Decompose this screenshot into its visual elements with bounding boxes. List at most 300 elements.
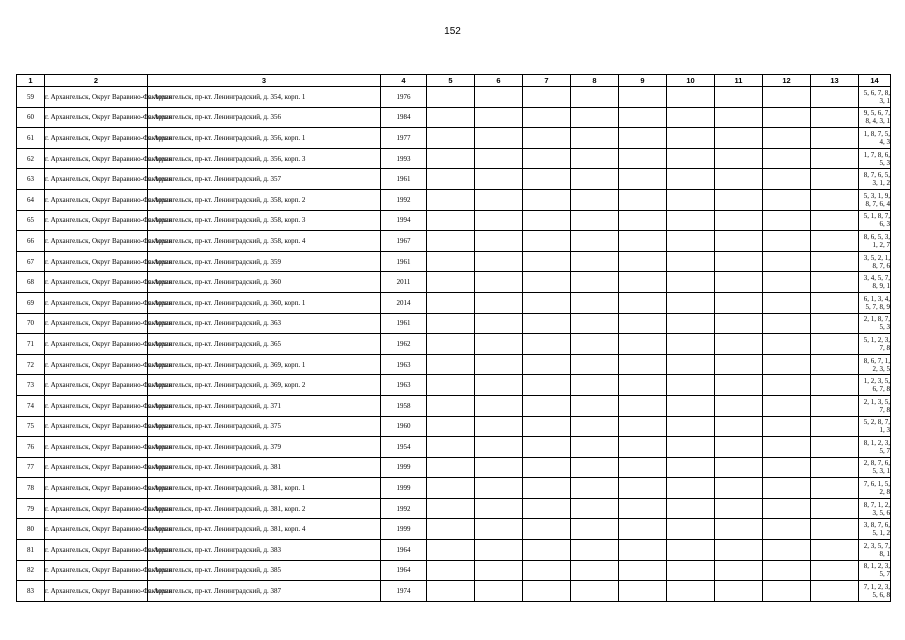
year-cell: 1954 (381, 437, 427, 458)
empty-cell-col-13 (811, 375, 859, 396)
year-cell: 1963 (381, 354, 427, 375)
empty-cell-col-5 (427, 292, 475, 313)
empty-cell-col-6 (475, 313, 523, 334)
row-number: 75 (17, 416, 45, 437)
table-row (17, 540, 891, 561)
column-header-2: 2 (45, 75, 148, 87)
empty-cell-col-11 (715, 107, 763, 128)
list-cell: 8, 1, 2, 3, 5, 7 (859, 560, 891, 581)
empty-cell-col-7 (523, 581, 571, 602)
address-cell: г. Архангельск, пр-кт. Ленинградский, д. 381 (148, 457, 381, 478)
empty-cell-col-13 (811, 457, 859, 478)
empty-cell-col-11 (715, 169, 763, 190)
empty-cell-col-11 (715, 189, 763, 210)
empty-cell-col-7 (523, 457, 571, 478)
table-row (17, 375, 891, 396)
empty-cell-col-6 (475, 437, 523, 458)
list-cell: 2, 1, 3, 5, 7, 8 (859, 395, 891, 416)
empty-cell-col-13 (811, 478, 859, 499)
empty-cell-col-13 (811, 107, 859, 128)
year-cell: 1960 (381, 416, 427, 437)
district-cell: г. Архангельск, Округ Варавино-Фактория (45, 519, 148, 540)
row-number: 71 (17, 334, 45, 355)
table-row (17, 292, 891, 313)
empty-cell-col-12 (763, 540, 811, 561)
empty-cell-col-6 (475, 292, 523, 313)
empty-cell-col-5 (427, 478, 475, 499)
empty-cell-col-13 (811, 354, 859, 375)
district-cell: г. Архангельск, Округ Варавино-Фактория (45, 354, 148, 375)
list-cell: 2, 8, 7, 6, 5, 3, 1 (859, 457, 891, 478)
empty-cell-col-11 (715, 87, 763, 108)
address-cell: г. Архангельск, пр-кт. Ленинградский, д. 359 (148, 251, 381, 272)
year-cell: 1967 (381, 231, 427, 252)
empty-cell-col-11 (715, 375, 763, 396)
empty-cell-col-13 (811, 313, 859, 334)
table-row (17, 334, 891, 355)
empty-cell-col-9 (619, 292, 667, 313)
address-cell: г. Архангельск, пр-кт. Ленинградский, д. 357 (148, 169, 381, 190)
empty-cell-col-10 (667, 292, 715, 313)
empty-cell-col-8 (571, 189, 619, 210)
district-cell: г. Архангельск, Округ Варавино-Фактория (45, 560, 148, 581)
empty-cell-col-13 (811, 540, 859, 561)
year-cell: 1961 (381, 251, 427, 272)
empty-cell-col-8 (571, 498, 619, 519)
empty-cell-col-6 (475, 148, 523, 169)
empty-cell-col-8 (571, 560, 619, 581)
empty-cell-col-10 (667, 478, 715, 499)
empty-cell-col-10 (667, 87, 715, 108)
table-row (17, 148, 891, 169)
empty-cell-col-12 (763, 375, 811, 396)
table-row (17, 478, 891, 499)
address-cell: г. Архангельск, пр-кт. Ленинградский, д. 379 (148, 437, 381, 458)
empty-cell-col-12 (763, 560, 811, 581)
column-header-6: 6 (475, 75, 523, 87)
empty-cell-col-11 (715, 292, 763, 313)
empty-cell-col-8 (571, 251, 619, 272)
empty-cell-col-11 (715, 148, 763, 169)
district-cell: г. Архангельск, Округ Варавино-Фактория (45, 231, 148, 252)
district-cell: г. Архангельск, Округ Варавино-Фактория (45, 478, 148, 499)
list-cell: 8, 6, 5, 3, 1, 2, 7 (859, 231, 891, 252)
table-row (17, 395, 891, 416)
table-row (17, 107, 891, 128)
empty-cell-col-13 (811, 169, 859, 190)
empty-cell-col-11 (715, 457, 763, 478)
row-number: 67 (17, 251, 45, 272)
empty-cell-col-13 (811, 560, 859, 581)
empty-cell-col-10 (667, 354, 715, 375)
column-header-9: 9 (619, 75, 667, 87)
empty-cell-col-13 (811, 231, 859, 252)
empty-cell-col-12 (763, 416, 811, 437)
empty-cell-col-8 (571, 128, 619, 149)
year-cell: 1974 (381, 581, 427, 602)
district-cell: г. Архангельск, Округ Варавино-Фактория (45, 107, 148, 128)
empty-cell-col-5 (427, 148, 475, 169)
empty-cell-col-10 (667, 128, 715, 149)
year-cell: 1962 (381, 334, 427, 355)
list-cell: 8, 6, 7, 1, 2, 3, 5 (859, 354, 891, 375)
empty-cell-col-5 (427, 375, 475, 396)
list-cell: 7, 1, 2, 3, 5, 6, 8 (859, 581, 891, 602)
empty-cell-col-9 (619, 210, 667, 231)
year-cell: 2011 (381, 272, 427, 293)
address-cell: г. Архангельск, пр-кт. Ленинградский, д. 375 (148, 416, 381, 437)
empty-cell-col-6 (475, 189, 523, 210)
empty-cell-col-5 (427, 457, 475, 478)
district-cell: г. Архангельск, Округ Варавино-Фактория (45, 169, 148, 190)
empty-cell-col-7 (523, 231, 571, 252)
empty-cell-col-7 (523, 354, 571, 375)
address-cell: г. Архангельск, пр-кт. Ленинградский, д. 358, корп. 3 (148, 210, 381, 231)
empty-cell-col-6 (475, 251, 523, 272)
empty-cell-col-12 (763, 87, 811, 108)
empty-cell-col-5 (427, 498, 475, 519)
table-row (17, 210, 891, 231)
column-header-11: 11 (715, 75, 763, 87)
empty-cell-col-11 (715, 251, 763, 272)
empty-cell-col-6 (475, 581, 523, 602)
empty-cell-col-10 (667, 498, 715, 519)
empty-cell-col-8 (571, 231, 619, 252)
page-number: 152 (444, 26, 461, 37)
row-number: 69 (17, 292, 45, 313)
empty-cell-col-13 (811, 292, 859, 313)
empty-cell-col-7 (523, 148, 571, 169)
column-header-8: 8 (571, 75, 619, 87)
list-cell: 5, 6, 7, 8, 3, 1 (859, 87, 891, 108)
empty-cell-col-12 (763, 478, 811, 499)
district-cell: г. Архангельск, Округ Варавино-Фактория (45, 313, 148, 334)
empty-cell-col-13 (811, 272, 859, 293)
empty-cell-col-12 (763, 334, 811, 355)
empty-cell-col-6 (475, 540, 523, 561)
year-cell: 1993 (381, 148, 427, 169)
year-cell: 1961 (381, 313, 427, 334)
empty-cell-col-9 (619, 231, 667, 252)
district-cell: г. Архангельск, Округ Варавино-Фактория (45, 87, 148, 108)
empty-cell-col-9 (619, 272, 667, 293)
column-header-5: 5 (427, 75, 475, 87)
empty-cell-col-8 (571, 107, 619, 128)
empty-cell-col-9 (619, 416, 667, 437)
empty-cell-col-12 (763, 457, 811, 478)
empty-cell-col-7 (523, 272, 571, 293)
empty-cell-col-7 (523, 210, 571, 231)
year-cell: 1964 (381, 560, 427, 581)
empty-cell-col-12 (763, 354, 811, 375)
row-number: 66 (17, 231, 45, 252)
empty-cell-col-5 (427, 272, 475, 293)
empty-cell-col-8 (571, 375, 619, 396)
empty-cell-col-6 (475, 354, 523, 375)
empty-cell-col-12 (763, 292, 811, 313)
district-cell: г. Архангельск, Округ Варавино-Фактория (45, 457, 148, 478)
district-cell: г. Архангельск, Округ Варавино-Фактория (45, 334, 148, 355)
empty-cell-col-5 (427, 231, 475, 252)
address-cell: г. Архангельск, пр-кт. Ленинградский, д. 365 (148, 334, 381, 355)
list-cell: 3, 5, 2, 1, 8, 7, 6 (859, 251, 891, 272)
empty-cell-col-9 (619, 498, 667, 519)
empty-cell-col-6 (475, 272, 523, 293)
row-number: 83 (17, 581, 45, 602)
empty-cell-col-9 (619, 540, 667, 561)
list-cell: 5, 3, 1, 9, 8, 7, 6, 4 (859, 189, 891, 210)
empty-cell-col-13 (811, 416, 859, 437)
empty-cell-col-10 (667, 107, 715, 128)
empty-cell-col-12 (763, 395, 811, 416)
row-number: 73 (17, 375, 45, 396)
table-row (17, 560, 891, 581)
district-cell: г. Архангельск, Округ Варавино-Фактория (45, 581, 148, 602)
empty-cell-col-10 (667, 581, 715, 602)
empty-cell-col-10 (667, 231, 715, 252)
column-header-3: 3 (148, 75, 381, 87)
empty-cell-col-12 (763, 189, 811, 210)
empty-cell-col-12 (763, 519, 811, 540)
empty-cell-col-9 (619, 107, 667, 128)
empty-cell-col-11 (715, 540, 763, 561)
empty-cell-col-6 (475, 231, 523, 252)
empty-cell-col-8 (571, 148, 619, 169)
empty-cell-col-10 (667, 437, 715, 458)
empty-cell-col-6 (475, 478, 523, 499)
empty-cell-col-6 (475, 457, 523, 478)
empty-cell-col-6 (475, 169, 523, 190)
district-cell: г. Архангельск, Округ Варавино-Фактория (45, 540, 148, 561)
empty-cell-col-6 (475, 128, 523, 149)
list-cell: 3, 8, 7, 6, 5, 1, 2 (859, 519, 891, 540)
empty-cell-col-12 (763, 313, 811, 334)
address-cell: г. Архангельск, пр-кт. Ленинградский, д. 381, корп. 1 (148, 478, 381, 499)
address-cell: г. Архангельск, пр-кт. Ленинградский, д. 358, корп. 2 (148, 189, 381, 210)
table-row (17, 457, 891, 478)
empty-cell-col-6 (475, 395, 523, 416)
list-cell: 1, 2, 3, 5, 6, 7, 8 (859, 375, 891, 396)
empty-cell-col-9 (619, 478, 667, 499)
empty-cell-col-11 (715, 272, 763, 293)
empty-cell-col-5 (427, 395, 475, 416)
empty-cell-col-8 (571, 169, 619, 190)
empty-cell-col-9 (619, 560, 667, 581)
empty-cell-col-5 (427, 560, 475, 581)
address-cell: г. Архангельск, пр-кт. Ленинградский, д. 356, корп. 3 (148, 148, 381, 169)
district-cell: г. Архангельск, Округ Варавино-Фактория (45, 272, 148, 293)
empty-cell-col-9 (619, 519, 667, 540)
address-cell: г. Архангельск, пр-кт. Ленинградский, д. 369, корп. 1 (148, 354, 381, 375)
list-cell: 2, 3, 5, 7, 8, 1 (859, 540, 891, 561)
empty-cell-col-7 (523, 169, 571, 190)
table-row (17, 416, 891, 437)
empty-cell-col-11 (715, 581, 763, 602)
empty-cell-col-10 (667, 169, 715, 190)
empty-cell-col-9 (619, 354, 667, 375)
year-cell: 1999 (381, 478, 427, 499)
address-cell: г. Архангельск, пр-кт. Ленинградский, д. 358, корп. 4 (148, 231, 381, 252)
empty-cell-col-7 (523, 519, 571, 540)
empty-cell-col-9 (619, 148, 667, 169)
year-cell: 1961 (381, 169, 427, 190)
district-cell: г. Архангельск, Округ Варавино-Фактория (45, 292, 148, 313)
address-cell: г. Архангельск, пр-кт. Ленинградский, д. 363 (148, 313, 381, 334)
year-cell: 1964 (381, 540, 427, 561)
list-cell: 1, 7, 8, 6, 5, 3 (859, 148, 891, 169)
list-cell: 1, 8, 7, 5, 4, 3 (859, 128, 891, 149)
empty-cell-col-6 (475, 87, 523, 108)
empty-cell-col-10 (667, 375, 715, 396)
empty-cell-col-7 (523, 292, 571, 313)
header-row (17, 75, 891, 87)
empty-cell-col-9 (619, 581, 667, 602)
empty-cell-col-11 (715, 560, 763, 581)
empty-cell-col-13 (811, 334, 859, 355)
empty-cell-col-10 (667, 251, 715, 272)
empty-cell-col-11 (715, 498, 763, 519)
empty-cell-col-7 (523, 560, 571, 581)
empty-cell-col-8 (571, 210, 619, 231)
empty-cell-col-6 (475, 375, 523, 396)
list-cell: 7, 6, 1, 5, 2, 8 (859, 478, 891, 499)
list-cell: 9, 5, 6, 7, 8, 4, 3, 1 (859, 107, 891, 128)
empty-cell-col-13 (811, 148, 859, 169)
empty-cell-col-9 (619, 87, 667, 108)
empty-cell-col-7 (523, 437, 571, 458)
table-row (17, 87, 891, 108)
empty-cell-col-8 (571, 540, 619, 561)
empty-cell-col-10 (667, 148, 715, 169)
row-number: 61 (17, 128, 45, 149)
empty-cell-col-8 (571, 478, 619, 499)
empty-cell-col-13 (811, 128, 859, 149)
empty-cell-col-11 (715, 478, 763, 499)
table-row (17, 272, 891, 293)
table-row (17, 189, 891, 210)
column-header-12: 12 (763, 75, 811, 87)
table-row (17, 354, 891, 375)
empty-cell-col-11 (715, 416, 763, 437)
empty-cell-col-6 (475, 498, 523, 519)
year-cell: 1984 (381, 107, 427, 128)
empty-cell-col-5 (427, 189, 475, 210)
empty-cell-col-8 (571, 354, 619, 375)
year-cell: 1999 (381, 519, 427, 540)
empty-cell-col-9 (619, 395, 667, 416)
year-cell: 1994 (381, 210, 427, 231)
empty-cell-col-13 (811, 498, 859, 519)
empty-cell-col-9 (619, 189, 667, 210)
empty-cell-col-11 (715, 395, 763, 416)
empty-cell-col-12 (763, 169, 811, 190)
empty-cell-col-7 (523, 251, 571, 272)
year-cell: 1963 (381, 375, 427, 396)
empty-cell-col-8 (571, 292, 619, 313)
table-row (17, 128, 891, 149)
list-cell: 8, 1, 2, 3, 5, 7 (859, 437, 891, 458)
empty-cell-col-12 (763, 148, 811, 169)
empty-cell-col-9 (619, 251, 667, 272)
empty-cell-col-11 (715, 313, 763, 334)
empty-cell-col-10 (667, 313, 715, 334)
empty-cell-col-13 (811, 395, 859, 416)
empty-cell-col-5 (427, 313, 475, 334)
empty-cell-col-5 (427, 251, 475, 272)
row-number: 60 (17, 107, 45, 128)
empty-cell-col-13 (811, 189, 859, 210)
empty-cell-col-8 (571, 272, 619, 293)
table-row (17, 581, 891, 602)
empty-cell-col-7 (523, 478, 571, 499)
year-cell: 1992 (381, 189, 427, 210)
year-cell: 2014 (381, 292, 427, 313)
list-cell: 5, 1, 8, 7, 6, 3 (859, 210, 891, 231)
district-cell: г. Архангельск, Округ Варавино-Фактория (45, 437, 148, 458)
year-cell: 1992 (381, 498, 427, 519)
district-cell: г. Архангельск, Округ Варавино-Фактория (45, 416, 148, 437)
empty-cell-col-5 (427, 354, 475, 375)
district-cell: г. Архангельск, Округ Варавино-Фактория (45, 395, 148, 416)
row-number: 64 (17, 189, 45, 210)
empty-cell-col-10 (667, 334, 715, 355)
empty-cell-col-6 (475, 560, 523, 581)
empty-cell-col-7 (523, 540, 571, 561)
empty-cell-col-10 (667, 416, 715, 437)
empty-cell-col-13 (811, 251, 859, 272)
empty-cell-col-9 (619, 128, 667, 149)
empty-cell-col-5 (427, 107, 475, 128)
empty-cell-col-9 (619, 334, 667, 355)
district-cell: г. Архангельск, Округ Варавино-Фактория (45, 251, 148, 272)
empty-cell-col-7 (523, 107, 571, 128)
empty-cell-col-5 (427, 416, 475, 437)
list-cell: 5, 2, 8, 7, 1, 3 (859, 416, 891, 437)
row-number: 78 (17, 478, 45, 499)
list-cell: 6, 1, 3, 4, 5, 7, 8, 9 (859, 292, 891, 313)
address-cell: г. Архангельск, пр-кт. Ленинградский, д. 360 (148, 272, 381, 293)
empty-cell-col-7 (523, 313, 571, 334)
empty-cell-col-6 (475, 519, 523, 540)
empty-cell-col-12 (763, 128, 811, 149)
address-cell: г. Архангельск, пр-кт. Ленинградский, д. 385 (148, 560, 381, 581)
empty-cell-col-8 (571, 334, 619, 355)
empty-cell-col-7 (523, 375, 571, 396)
empty-cell-col-10 (667, 210, 715, 231)
empty-cell-col-5 (427, 437, 475, 458)
row-number: 72 (17, 354, 45, 375)
empty-cell-col-5 (427, 540, 475, 561)
empty-cell-col-5 (427, 87, 475, 108)
empty-cell-col-9 (619, 375, 667, 396)
empty-cell-col-7 (523, 334, 571, 355)
empty-cell-col-10 (667, 272, 715, 293)
column-header-4: 4 (381, 75, 427, 87)
empty-cell-col-8 (571, 87, 619, 108)
empty-cell-col-13 (811, 210, 859, 231)
column-header-14: 14 (859, 75, 891, 87)
table-row (17, 437, 891, 458)
empty-cell-col-12 (763, 498, 811, 519)
list-cell: 3, 4, 5, 7, 8, 9, 1 (859, 272, 891, 293)
empty-cell-col-9 (619, 457, 667, 478)
address-cell: г. Архангельск, пр-кт. Ленинградский, д. 387 (148, 581, 381, 602)
empty-cell-col-8 (571, 437, 619, 458)
empty-cell-col-5 (427, 334, 475, 355)
district-cell: г. Архангельск, Округ Варавино-Фактория (45, 375, 148, 396)
district-cell: г. Архангельск, Округ Варавино-Фактория (45, 128, 148, 149)
district-cell: г. Архангельск, Округ Варавино-Фактория (45, 148, 148, 169)
